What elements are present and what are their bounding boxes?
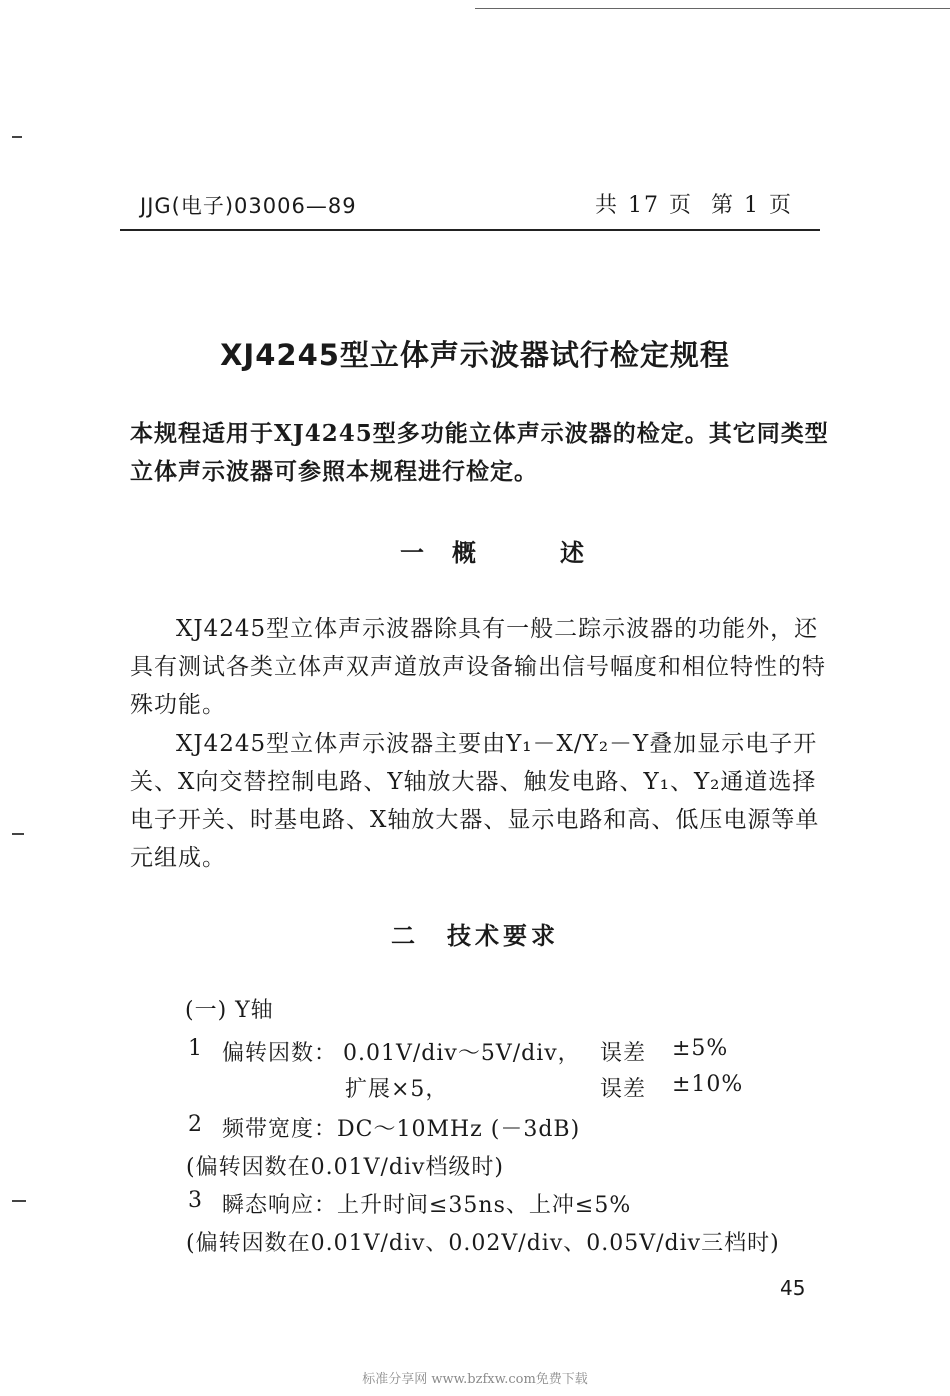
total-pages: 共 17 页	[595, 193, 693, 218]
page-indicator: 第 1 页	[710, 193, 793, 218]
header-rule	[120, 229, 820, 231]
item2-number: 2	[188, 1112, 203, 1137]
margin-mark	[12, 136, 22, 138]
item1-error-label: 误差	[600, 1041, 647, 1066]
document-title: XJ4245型立体声示波器试行检定规程	[220, 338, 730, 372]
section1-title: 概 述	[452, 539, 614, 567]
page-number: 45	[780, 1276, 806, 1300]
top-scan-line	[475, 8, 950, 9]
section1-paragraph-1	[130, 610, 830, 724]
intro-paragraph: 本规程适用于XJ4245型多功能立体声示波器的检定。其它同类型立体声示波器可参照本规程进行检定。	[130, 420, 829, 485]
section1-number: 一	[400, 539, 424, 567]
margin-mark	[12, 833, 24, 835]
subsection-heading: (一) Y轴	[185, 998, 274, 1023]
item1-value: 0.01V/div～5V/div，	[343, 1041, 581, 1066]
item3-text: 瞬态响应：上升时间≤35ns、上冲≤5%	[222, 1193, 632, 1218]
section2-title: 技术要求	[447, 922, 559, 950]
standard-code: JJG(电子)03006—89	[140, 194, 357, 218]
item1-label: 偏转因数：	[222, 1041, 338, 1066]
section2-number: 二	[391, 922, 419, 950]
page-count-header	[595, 188, 811, 219]
item2-note: (偏转因数在0.01V/div档级时)	[186, 1155, 504, 1180]
item2-text: 频带宽度：DC～10MHz (－3dB)	[222, 1117, 581, 1142]
item1b-error: ±10%	[672, 1072, 744, 1097]
item3-note: (偏转因数在0.01V/div、0.02V/div、0.05V/div三档时)	[186, 1231, 780, 1256]
item1b-error-label: 误差	[600, 1077, 647, 1102]
paragraph-text: XJ4245型立体声示波器主要由Y₁－X/Y₂－Y叠加显示电子开关、X向交替控制电路、Y轴放大器、触发电路、Y₁、Y₂通道选择电子开关、时基电路、X轴放大器、显示电路和高、低压电源等单元组成。	[130, 731, 820, 871]
item3-number: 3	[188, 1188, 203, 1213]
section2-heading	[0, 916, 950, 951]
footer-watermark: 标准分享网 www.bzfxw.com免费下载	[362, 1372, 588, 1387]
paragraph-text: XJ4245型立体声示波器除具有一般二踪示波器的功能外，还具有测试各类立体声双声道放声设备输出信号幅度和相位特性的特殊功能。	[130, 616, 826, 718]
item1-error: ±5%	[672, 1036, 729, 1061]
margin-mark	[12, 1200, 26, 1202]
item1b-value: 扩展×5，	[345, 1077, 449, 1102]
item1-number: 1	[188, 1036, 203, 1061]
section1-paragraph-2	[130, 725, 830, 877]
